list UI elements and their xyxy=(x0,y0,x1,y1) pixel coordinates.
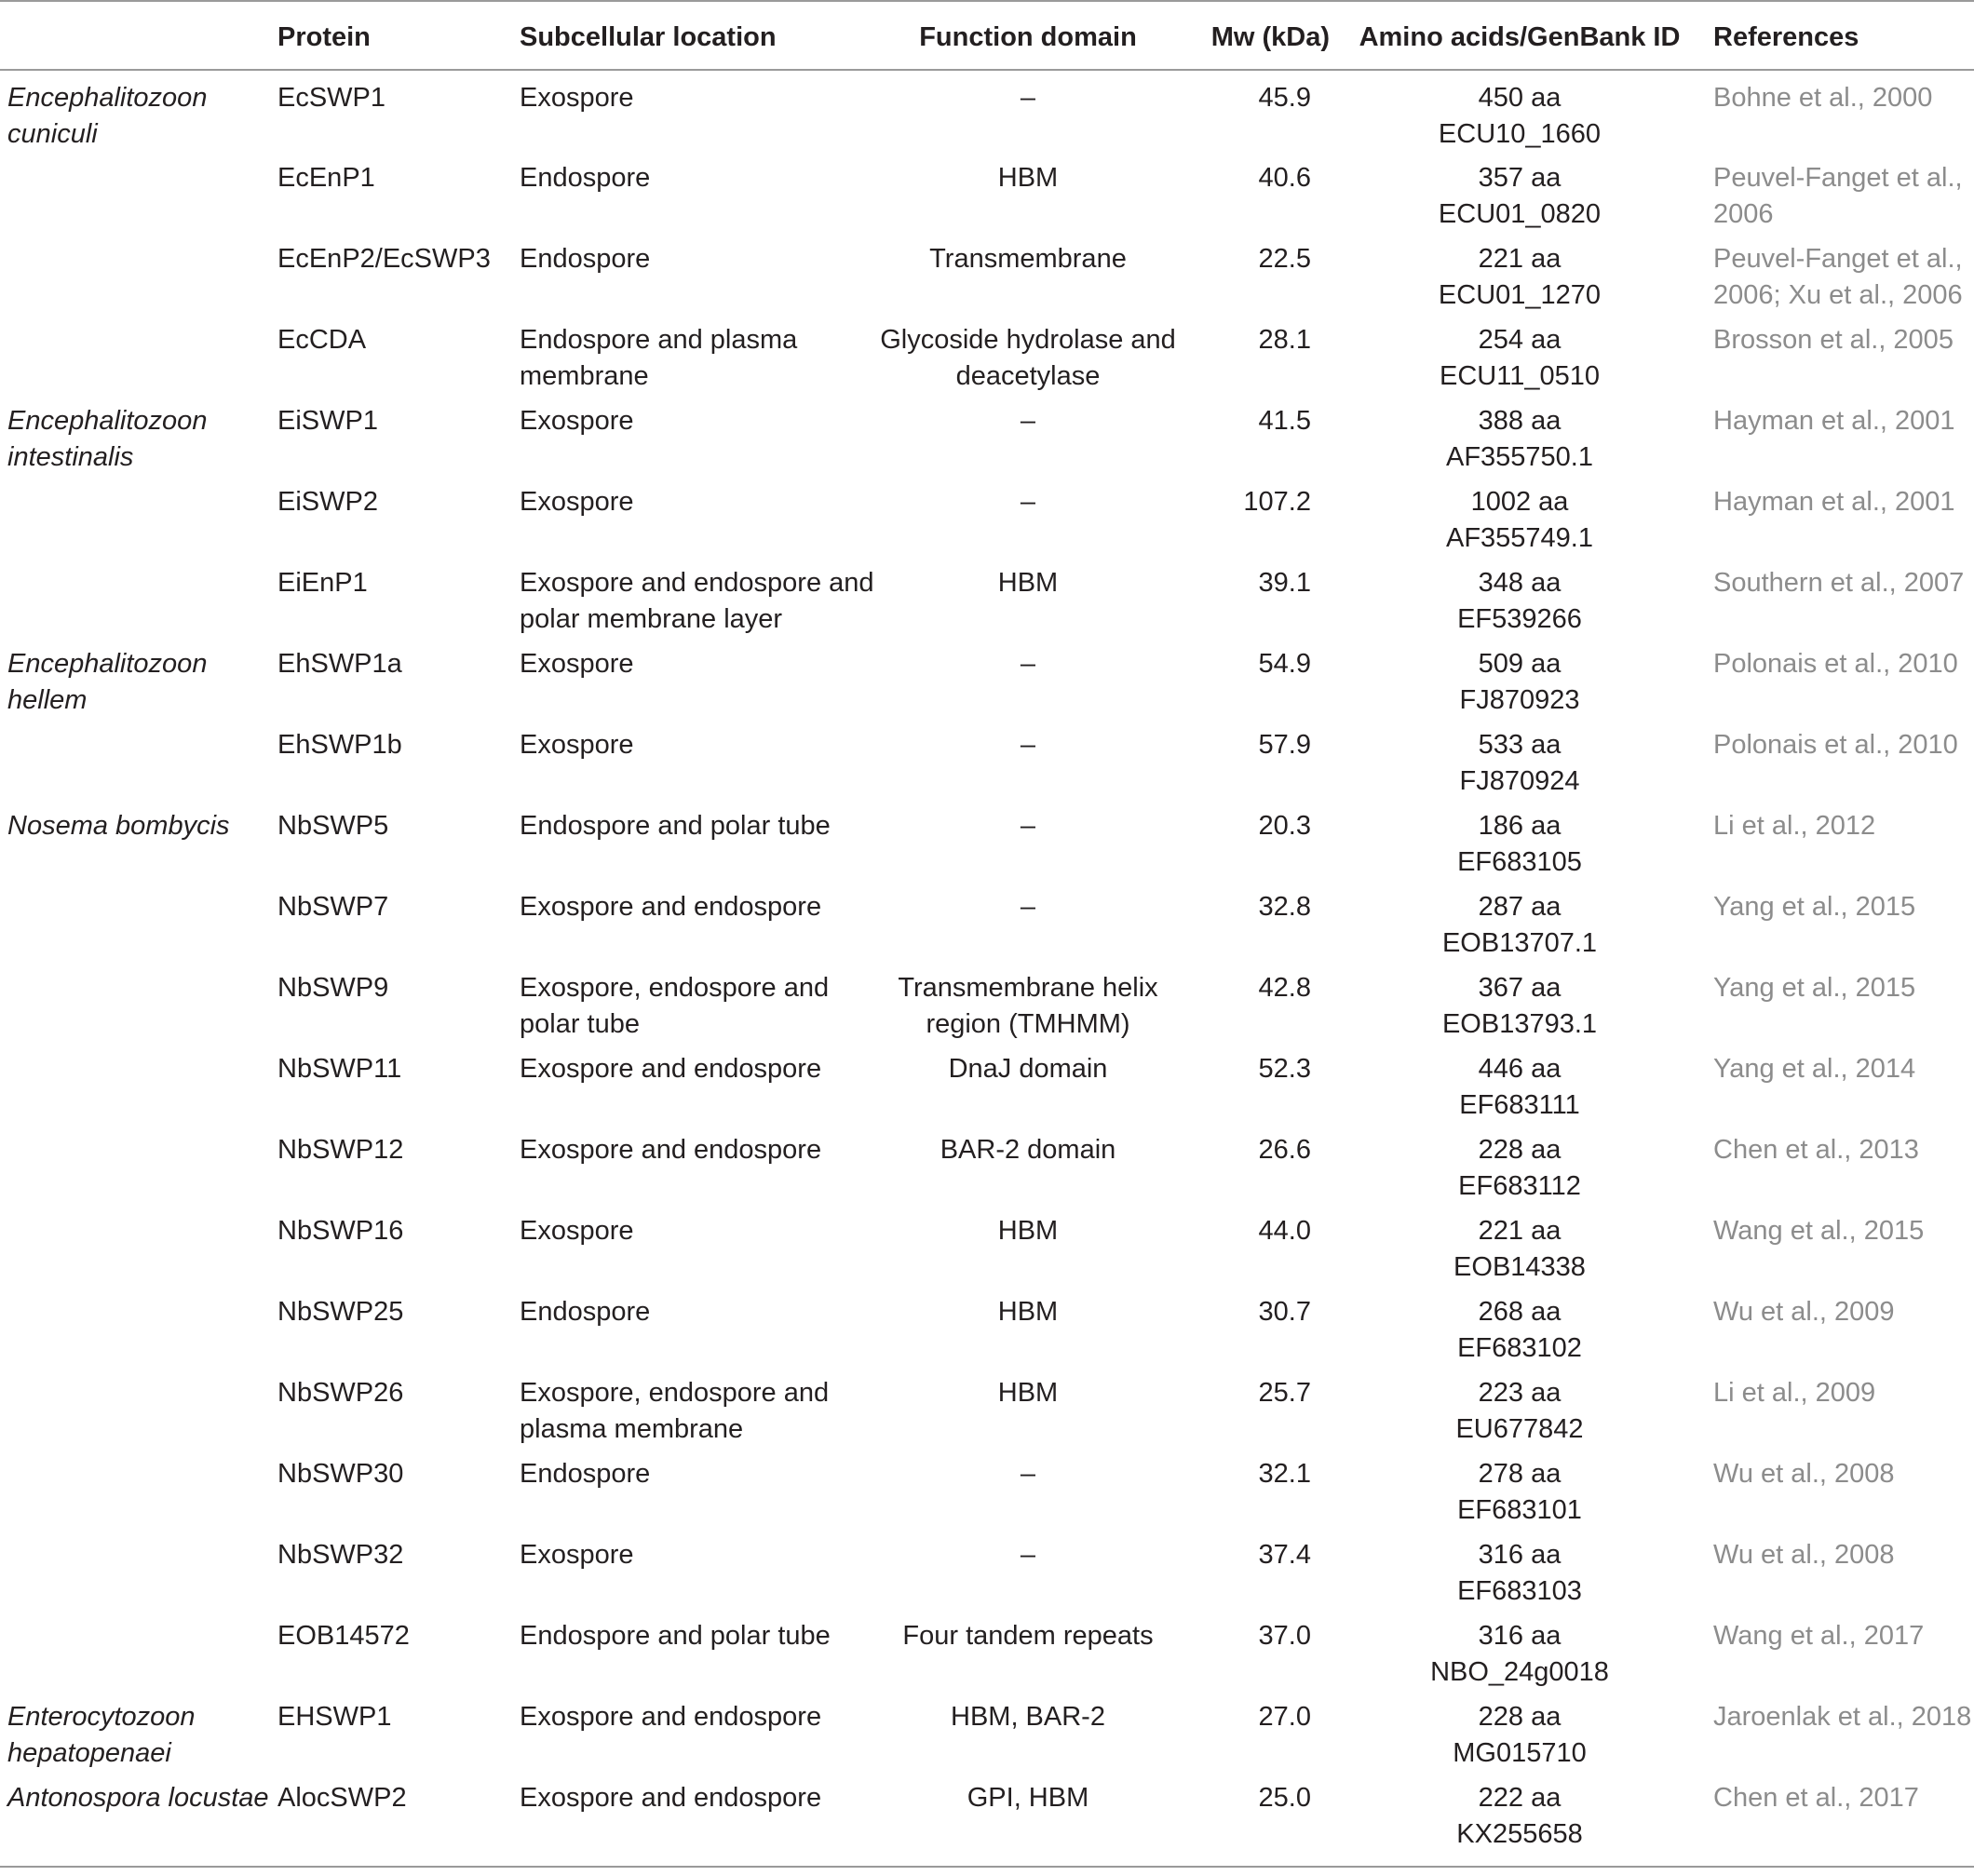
amino-acids-genbank-cell xyxy=(1337,646,1702,727)
header-references: References xyxy=(1702,1,1974,70)
amino-acids-genbank-cell xyxy=(1337,1618,1702,1699)
genbank-id: FJ870924 xyxy=(1459,766,1580,796)
table-body xyxy=(0,70,1974,1867)
table-row xyxy=(0,808,1974,889)
function-domain-cell: Transmembrane helix region (TMHMM) xyxy=(898,973,1158,1039)
subcellular-location-cell: Exospore, endospore and plasma membrane xyxy=(520,1378,830,1444)
mw-cell: 26.6 xyxy=(1258,1135,1311,1165)
amino-acid-count: 450 aa xyxy=(1478,83,1562,113)
table-row xyxy=(0,403,1974,484)
species-cell xyxy=(0,241,270,322)
amino-acids-genbank-cell xyxy=(1337,322,1702,403)
amino-acids-genbank-cell xyxy=(1337,808,1702,889)
function-domain-cell: – xyxy=(1020,1459,1036,1489)
subcellular-location-cell: Exospore xyxy=(520,1540,634,1570)
header-row xyxy=(0,1,1974,70)
function-domain-cell: – xyxy=(1020,730,1036,760)
reference-cell: Wu et al., 2009 xyxy=(1713,1297,1895,1327)
reference-cell: Peuvel-Fanget et al., 2006; Xu et al., 2006 xyxy=(1713,244,1963,310)
protein-cell: EOB14572 xyxy=(277,1621,410,1651)
reference-cell: Peuvel-Fanget et al., 2006 xyxy=(1713,163,1963,229)
genbank-id: EF539266 xyxy=(1457,604,1582,634)
subcellular-location-cell: Endospore xyxy=(520,1297,651,1327)
amino-acid-count: 186 aa xyxy=(1478,811,1562,841)
reference-cell: Wang et al., 2015 xyxy=(1713,1216,1925,1246)
subcellular-location-cell: Exospore and endospore xyxy=(520,1054,822,1084)
subcellular-location-cell: Exospore and endospore xyxy=(520,1702,822,1732)
reference-cell: Hayman et al., 2001 xyxy=(1713,487,1955,517)
mw-cell: 20.3 xyxy=(1258,811,1311,841)
function-domain-cell: Four tandem repeats xyxy=(902,1621,1154,1651)
protein-cell: NbSWP7 xyxy=(277,892,389,922)
mw-cell: 42.8 xyxy=(1258,973,1311,1003)
species-cell: Antonospora locustae xyxy=(0,1780,270,1867)
protein-cell: NbSWP26 xyxy=(277,1378,404,1408)
species-cell xyxy=(0,1294,270,1375)
mw-cell: 57.9 xyxy=(1258,730,1311,760)
mw-cell: 22.5 xyxy=(1258,244,1311,274)
function-domain-cell: HBM xyxy=(997,1216,1059,1246)
reference-cell: Polonais et al., 2010 xyxy=(1713,730,1958,760)
genbank-id: KX255658 xyxy=(1456,1819,1583,1849)
mw-cell: 25.7 xyxy=(1258,1378,1311,1408)
amino-acids-genbank-cell xyxy=(1337,70,1702,160)
mw-cell: 37.4 xyxy=(1258,1540,1311,1570)
amino-acid-count: 388 aa xyxy=(1478,406,1562,436)
function-domain-cell: – xyxy=(1020,649,1036,679)
genbank-id: MG015710 xyxy=(1453,1738,1587,1768)
species-cell: Encephalitozoon intestinalis xyxy=(7,406,208,472)
genbank-id: EF683103 xyxy=(1457,1576,1582,1606)
species-cell: Enterocytozoon hepatopenaei xyxy=(7,1702,196,1768)
species-cell xyxy=(0,1132,270,1213)
genbank-id: EU677842 xyxy=(1455,1414,1584,1444)
subcellular-location-cell: Endospore and plasma membrane xyxy=(520,325,798,391)
protein-cell: EiSWP1 xyxy=(277,406,378,436)
amino-acid-count: 287 aa xyxy=(1478,892,1562,922)
species-cell xyxy=(0,322,270,403)
amino-acid-count: 316 aa xyxy=(1478,1621,1562,1651)
subcellular-location-cell: Exospore and endospore xyxy=(520,892,822,922)
amino-acids-genbank-cell xyxy=(1337,1375,1702,1456)
reference-cell: Bohne et al., 2000 xyxy=(1713,83,1933,113)
amino-acid-count: 357 aa xyxy=(1478,163,1562,193)
subcellular-location-cell: Exospore xyxy=(520,487,634,517)
mw-cell: 37.0 xyxy=(1258,1621,1311,1651)
table-row xyxy=(0,565,1974,646)
function-domain-cell: Transmembrane xyxy=(929,244,1127,274)
amino-acid-count: 268 aa xyxy=(1478,1297,1562,1327)
reference-cell: Jaroenlak et al., 2018 xyxy=(1713,1702,1972,1732)
amino-acids-genbank-cell xyxy=(1337,1537,1702,1618)
table-row xyxy=(0,646,1974,727)
protein-cell: NbSWP12 xyxy=(277,1135,404,1165)
header-subcellular-location: Subcellular location xyxy=(516,1,879,70)
subcellular-location-cell: Exospore and endospore xyxy=(520,1135,822,1165)
species-cell: Encephalitozoon cuniculi xyxy=(7,83,208,149)
reference-cell: Hayman et al., 2001 xyxy=(1713,406,1955,436)
header-amino-acids-genbank: Amino acids/GenBank ID xyxy=(1337,1,1702,70)
protein-cell: EiEnP1 xyxy=(277,568,368,598)
header-species xyxy=(0,1,270,70)
reference-cell: Yang et al., 2014 xyxy=(1713,1054,1916,1084)
table-row xyxy=(0,1375,1974,1456)
header-mw: Mw (kDa) xyxy=(1177,1,1337,70)
table-row xyxy=(0,322,1974,403)
reference-cell: Wu et al., 2008 xyxy=(1713,1540,1895,1570)
protein-cell: NbSWP11 xyxy=(277,1054,402,1084)
genbank-id: ECU01_1270 xyxy=(1438,280,1602,310)
subcellular-location-cell: Endospore xyxy=(520,1459,651,1489)
amino-acids-genbank-cell xyxy=(1337,160,1702,241)
header-function-domain: Function domain xyxy=(879,1,1177,70)
genbank-id: EF683102 xyxy=(1457,1333,1582,1363)
amino-acid-count: 316 aa xyxy=(1478,1540,1562,1570)
genbank-id: NBO_24g0018 xyxy=(1430,1657,1609,1687)
genbank-id: EOB13707.1 xyxy=(1441,928,1598,958)
reference-cell: Yang et al., 2015 xyxy=(1713,892,1916,922)
protein-cell: AlocSWP2 xyxy=(270,1780,516,1867)
amino-acid-count: 1002 aa xyxy=(1470,487,1569,517)
genbank-id: AF355750.1 xyxy=(1445,442,1593,472)
amino-acid-count: 221 aa xyxy=(1478,244,1562,274)
amino-acids-genbank-cell xyxy=(1337,1051,1702,1132)
reference-cell: Wang et al., 2017 xyxy=(1713,1621,1925,1651)
genbank-id: EF683105 xyxy=(1457,847,1582,877)
subcellular-location-cell: Endospore and polar tube xyxy=(520,811,831,841)
reference-cell: Brosson et al., 2005 xyxy=(1713,325,1954,355)
mw-cell: 44.0 xyxy=(1258,1216,1311,1246)
species-cell xyxy=(0,727,270,808)
genbank-id: FJ870923 xyxy=(1459,685,1580,715)
function-domain-cell: – xyxy=(1020,1540,1036,1570)
subcellular-location-cell: Exospore xyxy=(520,83,634,113)
amino-acids-genbank-cell xyxy=(1337,484,1702,565)
mw-cell: 54.9 xyxy=(1258,649,1311,679)
table-row xyxy=(0,1618,1974,1699)
function-domain-cell: – xyxy=(1020,406,1036,436)
table-row xyxy=(0,241,1974,322)
amino-acid-count: 278 aa xyxy=(1478,1459,1562,1489)
amino-acids-genbank-cell xyxy=(1337,1456,1702,1537)
mw-cell: 32.8 xyxy=(1258,892,1311,922)
subcellular-location-cell: Exospore xyxy=(520,406,634,436)
amino-acids-genbank-cell xyxy=(1337,1213,1702,1294)
table-row xyxy=(0,889,1974,970)
amino-acid-count: 223 aa xyxy=(1478,1378,1562,1408)
amino-acid-count: 222 aa xyxy=(1478,1783,1562,1813)
mw-cell: 27.0 xyxy=(1258,1702,1311,1732)
mw-cell: 107.2 xyxy=(1243,487,1311,517)
genbank-id: EF683112 xyxy=(1458,1171,1581,1201)
genbank-id: EOB13793.1 xyxy=(1441,1009,1598,1039)
subcellular-location-cell: Endospore and polar tube xyxy=(520,1621,831,1651)
function-domain-cell: – xyxy=(1020,487,1036,517)
table-header xyxy=(0,1,1974,70)
protein-cell: EcEnP2/EcSWP3 xyxy=(277,244,491,274)
subcellular-location-cell: Exospore xyxy=(520,730,634,760)
amino-acids-genbank-cell xyxy=(1337,1132,1702,1213)
species-cell xyxy=(0,1375,270,1456)
mw-cell: 40.6 xyxy=(1258,163,1311,193)
subcellular-location-cell: Exospore, endospore and polar tube xyxy=(520,973,830,1039)
protein-cell: EhSWP1a xyxy=(277,649,402,679)
protein-cell: NbSWP32 xyxy=(277,1540,404,1570)
function-domain-cell: – xyxy=(1020,892,1036,922)
function-domain-cell: – xyxy=(1020,811,1036,841)
species-cell: Encephalitozoon hellem xyxy=(7,649,208,715)
genbank-id: AF355749.1 xyxy=(1445,523,1593,553)
subcellular-location-cell: Exospore xyxy=(520,649,634,679)
species-cell xyxy=(0,1213,270,1294)
species-cell xyxy=(0,565,270,646)
reference-cell: Li et al., 2012 xyxy=(1713,811,1876,841)
subcellular-location-cell: Exospore xyxy=(520,1216,634,1246)
genbank-id: EF683101 xyxy=(1457,1495,1582,1525)
function-domain-cell: GPI, HBM xyxy=(879,1780,1177,1867)
protein-cell: NbSWP16 xyxy=(277,1216,404,1246)
protein-cell: NbSWP25 xyxy=(277,1297,404,1327)
subcellular-location-cell: Endospore xyxy=(520,163,651,193)
table-row xyxy=(0,1699,1974,1780)
protein-cell: EhSWP1b xyxy=(277,730,402,760)
mw-cell: 39.1 xyxy=(1258,568,1311,598)
genbank-id: ECU01_0820 xyxy=(1438,199,1602,229)
species-cell xyxy=(0,484,270,565)
amino-acid-count: 221 aa xyxy=(1478,1216,1562,1246)
table-row xyxy=(0,70,1974,160)
amino-acid-count: 533 aa xyxy=(1478,730,1562,760)
subcellular-location-cell: Exospore and endospore xyxy=(516,1780,879,1867)
table-row xyxy=(0,484,1974,565)
function-domain-cell: HBM xyxy=(997,1378,1059,1408)
reference-cell: Wu et al., 2008 xyxy=(1713,1459,1895,1489)
protein-cell: EcCDA xyxy=(277,325,367,355)
function-domain-cell: DnaJ domain xyxy=(948,1054,1108,1084)
mw-cell: 45.9 xyxy=(1258,83,1311,113)
amino-acids-genbank-cell xyxy=(1337,727,1702,808)
table-row xyxy=(0,1132,1974,1213)
species-cell xyxy=(0,889,270,970)
amino-acid-count: 509 aa xyxy=(1478,649,1562,679)
amino-acids-genbank-cell xyxy=(1337,1294,1702,1375)
table-row xyxy=(0,1213,1974,1294)
table-row xyxy=(0,160,1974,241)
amino-acid-count: 367 aa xyxy=(1478,973,1562,1003)
amino-acid-count: 228 aa xyxy=(1478,1702,1562,1732)
subcellular-location-cell: Exospore and endospore and polar membrane layer xyxy=(520,568,874,634)
protein-cell: EcSWP1 xyxy=(277,83,386,113)
amino-acid-count: 348 aa xyxy=(1478,568,1562,598)
function-domain-cell: HBM xyxy=(997,1297,1059,1327)
protein-cell: EHSWP1 xyxy=(277,1702,392,1732)
reference-cell: Chen et al., 2017 xyxy=(1702,1780,1974,1867)
amino-acids-genbank-cell xyxy=(1337,970,1702,1051)
protein-cell: NbSWP30 xyxy=(277,1459,404,1489)
protein-cell: NbSWP9 xyxy=(277,973,389,1003)
mw-cell: 25.0 xyxy=(1177,1780,1337,1867)
protein-cell: EiSWP2 xyxy=(277,487,378,517)
reference-cell: Southern et al., 2007 xyxy=(1713,568,1965,598)
genbank-id: EOB14338 xyxy=(1453,1252,1586,1282)
reference-cell: Chen et al., 2013 xyxy=(1713,1135,1919,1165)
table-row xyxy=(0,1537,1974,1618)
mw-cell: 32.1 xyxy=(1258,1459,1311,1489)
species-cell xyxy=(0,1051,270,1132)
header-protein: Protein xyxy=(270,1,516,70)
genbank-id: EF683111 xyxy=(1459,1090,1580,1120)
reference-cell: Polonais et al., 2010 xyxy=(1713,649,1958,679)
table-row xyxy=(0,970,1974,1051)
genbank-id: ECU10_1660 xyxy=(1438,119,1602,149)
genbank-id: ECU11_0510 xyxy=(1440,361,1600,391)
species-cell xyxy=(0,160,270,241)
amino-acids-genbank-cell xyxy=(1337,403,1702,484)
species-cell xyxy=(0,1537,270,1618)
reference-cell: Yang et al., 2015 xyxy=(1713,973,1916,1003)
species-cell xyxy=(0,1618,270,1699)
table-row xyxy=(0,1294,1974,1375)
table-row xyxy=(0,1051,1974,1132)
amino-acids-genbank-cell xyxy=(1337,1699,1702,1780)
subcellular-location-cell: Endospore xyxy=(520,244,651,274)
function-domain-cell: Glycoside hydrolase and deacetylase xyxy=(880,325,1176,391)
reference-cell: Li et al., 2009 xyxy=(1713,1378,1876,1408)
mw-cell: 41.5 xyxy=(1258,406,1311,436)
mw-cell: 52.3 xyxy=(1258,1054,1311,1084)
amino-acids-genbank-cell xyxy=(1337,889,1702,970)
amino-acid-count: 446 aa xyxy=(1478,1054,1562,1084)
species-cell xyxy=(0,970,270,1051)
function-domain-cell: BAR-2 domain xyxy=(940,1135,1116,1165)
amino-acids-genbank-cell xyxy=(1337,1780,1702,1867)
function-domain-cell: HBM, BAR-2 xyxy=(951,1702,1105,1732)
mw-cell: 28.1 xyxy=(1258,325,1311,355)
table-row xyxy=(0,727,1974,808)
amino-acid-count: 254 aa xyxy=(1478,325,1562,355)
species-cell xyxy=(0,1456,270,1537)
table-row xyxy=(0,1456,1974,1537)
table-row xyxy=(0,1780,1974,1867)
function-domain-cell: – xyxy=(1020,83,1036,113)
amino-acid-count: 228 aa xyxy=(1478,1135,1562,1165)
function-domain-cell: HBM xyxy=(997,163,1059,193)
protein-cell: EcEnP1 xyxy=(277,163,375,193)
mw-cell: 30.7 xyxy=(1258,1297,1311,1327)
function-domain-cell: HBM xyxy=(997,568,1059,598)
amino-acids-genbank-cell xyxy=(1337,565,1702,646)
species-cell: Nosema bombycis xyxy=(7,811,230,841)
protein-cell: NbSWP5 xyxy=(277,811,389,841)
amino-acids-genbank-cell xyxy=(1337,241,1702,322)
